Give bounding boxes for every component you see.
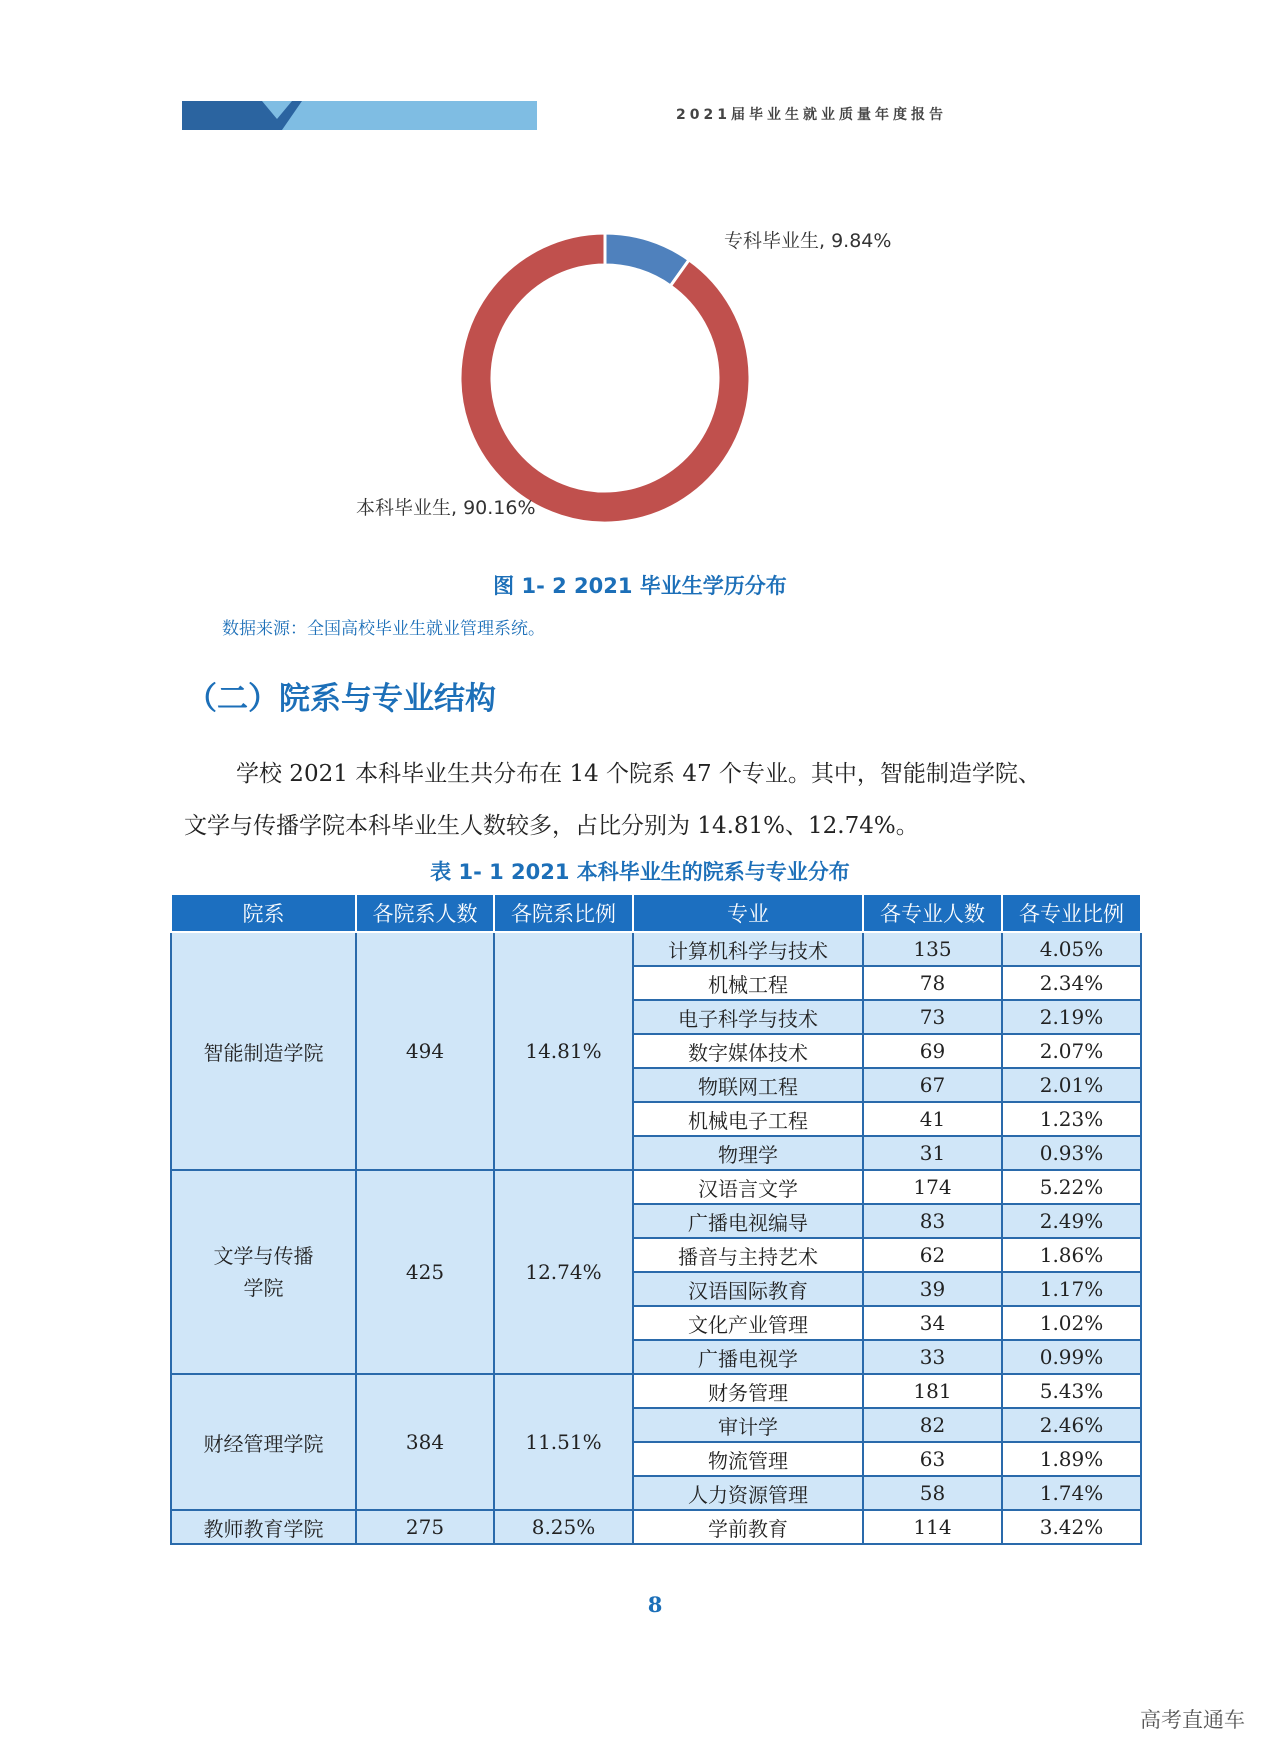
college-name: 教师教育学院 bbox=[171, 1510, 356, 1544]
figure-caption: 图 1- 2 2021 毕业生学历分布 bbox=[493, 574, 787, 598]
header-major-count: 各专业人数 bbox=[863, 894, 1002, 932]
college-name bbox=[171, 1170, 356, 1374]
major-ratio: 5.22% bbox=[1002, 1170, 1141, 1204]
major-count: 78 bbox=[863, 966, 1002, 1000]
major-count: 135 bbox=[863, 932, 1002, 966]
major-count: 114 bbox=[863, 1510, 1002, 1544]
paragraph-line-2: 文学与传播学院本科毕业生人数较多，占比分别为 14.81%、12.74%。 bbox=[184, 813, 919, 839]
major-ratio: 2.46% bbox=[1002, 1408, 1141, 1442]
report-title: 2021届毕业生就业质量年度报告 bbox=[676, 107, 947, 123]
major-ratio: 1.74% bbox=[1002, 1476, 1141, 1510]
major-count: 63 bbox=[863, 1442, 1002, 1476]
major-count: 69 bbox=[863, 1034, 1002, 1068]
table-row bbox=[171, 932, 1141, 966]
header-college-ratio: 各院系比例 bbox=[494, 894, 633, 932]
college-count: 425 bbox=[356, 1170, 494, 1374]
major-ratio: 2.19% bbox=[1002, 1000, 1141, 1034]
major-name: 机械电子工程 bbox=[633, 1102, 863, 1136]
donut-label-vocational: 专科毕业生, 9.84% bbox=[724, 230, 892, 252]
header-major-ratio: 各专业比例 bbox=[1002, 894, 1141, 932]
major-name: 数字媒体技术 bbox=[633, 1034, 863, 1068]
major-name: 物联网工程 bbox=[633, 1068, 863, 1102]
header-major: 专业 bbox=[633, 894, 863, 932]
college-name-line-1: 文学与传播 bbox=[213, 1244, 314, 1268]
college-ratio: 12.74% bbox=[494, 1170, 633, 1374]
major-ratio: 1.17% bbox=[1002, 1272, 1141, 1306]
major-name: 广播电视学 bbox=[633, 1340, 863, 1374]
major-count: 34 bbox=[863, 1306, 1002, 1340]
page-number: 8 bbox=[647, 1592, 663, 1617]
table-row bbox=[171, 1374, 1141, 1408]
header-college: 院系 bbox=[171, 894, 356, 932]
major-ratio: 2.07% bbox=[1002, 1034, 1141, 1068]
college-ratio: 14.81% bbox=[494, 932, 633, 1170]
major-name: 电子科学与技术 bbox=[633, 1000, 863, 1034]
major-count: 73 bbox=[863, 1000, 1002, 1034]
college-major-table bbox=[170, 893, 1142, 1545]
table-caption: 表 1- 1 2021 本科毕业生的院系与专业分布 bbox=[430, 860, 850, 884]
paragraph-line-1: 学校 2021 本科毕业生共分布在 14 个院系 47 个专业。其中，智能制造学院、 bbox=[236, 761, 1041, 787]
major-count: 67 bbox=[863, 1068, 1002, 1102]
major-name: 广播电视编导 bbox=[633, 1204, 863, 1238]
header-decor-bar bbox=[182, 101, 537, 130]
major-ratio: 4.05% bbox=[1002, 932, 1141, 966]
major-name: 文化产业管理 bbox=[633, 1306, 863, 1340]
college-ratio: 11.51% bbox=[494, 1374, 633, 1510]
major-count: 31 bbox=[863, 1136, 1002, 1170]
major-count: 83 bbox=[863, 1204, 1002, 1238]
major-name: 播音与主持艺术 bbox=[633, 1238, 863, 1272]
major-ratio: 1.89% bbox=[1002, 1442, 1141, 1476]
major-count: 82 bbox=[863, 1408, 1002, 1442]
college-name: 智能制造学院 bbox=[171, 932, 356, 1170]
major-count: 174 bbox=[863, 1170, 1002, 1204]
major-ratio: 2.34% bbox=[1002, 966, 1141, 1000]
major-name: 物流管理 bbox=[633, 1442, 863, 1476]
major-name: 人力资源管理 bbox=[633, 1476, 863, 1510]
donut-svg bbox=[455, 228, 755, 528]
table-header-row bbox=[171, 894, 1141, 932]
college-name-line-2: 学院 bbox=[243, 1276, 284, 1300]
major-ratio: 1.86% bbox=[1002, 1238, 1141, 1272]
header-college-count: 各院系人数 bbox=[356, 894, 494, 932]
data-source-note: 数据来源：全国高校毕业生就业管理系统。 bbox=[222, 619, 545, 639]
education-donut-chart bbox=[455, 228, 755, 528]
major-ratio: 0.93% bbox=[1002, 1136, 1141, 1170]
section-heading: （二）院系与专业结构 bbox=[186, 681, 496, 717]
table-row bbox=[171, 1510, 1141, 1544]
college-name: 财经管理学院 bbox=[171, 1374, 356, 1510]
major-name: 机械工程 bbox=[633, 966, 863, 1000]
major-ratio: 0.99% bbox=[1002, 1340, 1141, 1374]
major-count: 39 bbox=[863, 1272, 1002, 1306]
watermark-text: 高考直通车 bbox=[1140, 1708, 1245, 1732]
major-name: 审计学 bbox=[633, 1408, 863, 1442]
major-count: 58 bbox=[863, 1476, 1002, 1510]
major-name: 计算机科学与技术 bbox=[633, 932, 863, 966]
major-name: 汉语言文学 bbox=[633, 1170, 863, 1204]
major-name: 财务管理 bbox=[633, 1374, 863, 1408]
major-ratio: 1.02% bbox=[1002, 1306, 1141, 1340]
major-name: 物理学 bbox=[633, 1136, 863, 1170]
major-ratio: 1.23% bbox=[1002, 1102, 1141, 1136]
college-count: 384 bbox=[356, 1374, 494, 1510]
college-ratio: 8.25% bbox=[494, 1510, 633, 1544]
donut-slice-undergraduate bbox=[460, 233, 750, 523]
college-count: 275 bbox=[356, 1510, 494, 1544]
major-name: 汉语国际教育 bbox=[633, 1272, 863, 1306]
college-count: 494 bbox=[356, 932, 494, 1170]
major-ratio: 3.42% bbox=[1002, 1510, 1141, 1544]
major-count: 33 bbox=[863, 1340, 1002, 1374]
major-count: 62 bbox=[863, 1238, 1002, 1272]
major-ratio: 2.01% bbox=[1002, 1068, 1141, 1102]
donut-label-undergraduate: 本科毕业生, 90.16% bbox=[356, 497, 536, 519]
table-row bbox=[171, 1170, 1141, 1204]
major-count: 41 bbox=[863, 1102, 1002, 1136]
major-count: 181 bbox=[863, 1374, 1002, 1408]
major-ratio: 2.49% bbox=[1002, 1204, 1141, 1238]
body-paragraph bbox=[184, 748, 1104, 852]
major-ratio: 5.43% bbox=[1002, 1374, 1141, 1408]
major-name: 学前教育 bbox=[633, 1510, 863, 1544]
